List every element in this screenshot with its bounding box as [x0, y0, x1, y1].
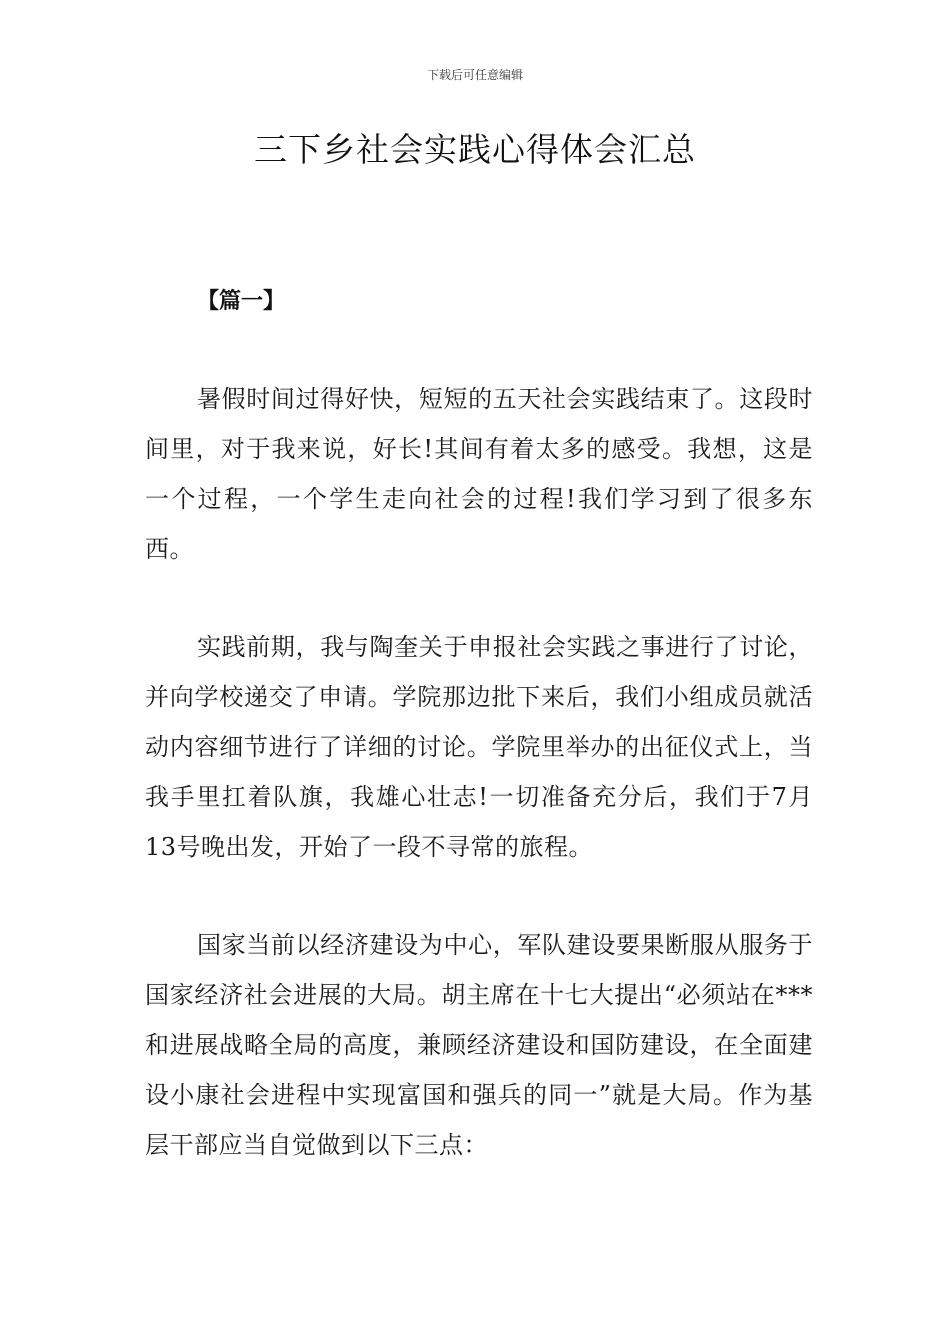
section-label: 【篇一】: [197, 289, 286, 314]
paragraph-2: 实践前期，我与陶奎关于申报社会实践之事进行了讨论，并向学校递交了申请。学院那边批下来后，我们小组成员就活动内容细节进行了详细的讨论。学院里举办的出征仪式上，当我手里扛着队旗，我雄心壮志!一切准备充分后，我们于7月13号晚出发，开始了一段不寻常的旅程。: [145, 633, 813, 861]
header-note: 下载后可任意编辑: [426, 68, 523, 82]
document-title: 三下乡社会实践心得体会汇总: [254, 130, 696, 169]
paragraph-3: 国家当前以经济建设为中心，军队建设要果断服从服务于国家经济社会进展的大局。胡主席在十七大提出“必须站在***和进展战略全局的高度，兼顾经济建设和国防建设，在全面建设小康社会进程中实现富国和强兵的同一”就是大局。作为基层干部应当自觉做到以下三点：: [145, 931, 813, 1159]
paragraph-1: 暑假时间过得好快，短短的五天社会实践结束了。这段时间里，对于我来说，好长!其间有着太多的感受。我想，这是一个过程，一个学生走向社会的过程!我们学习到了很多东西。: [145, 385, 813, 563]
